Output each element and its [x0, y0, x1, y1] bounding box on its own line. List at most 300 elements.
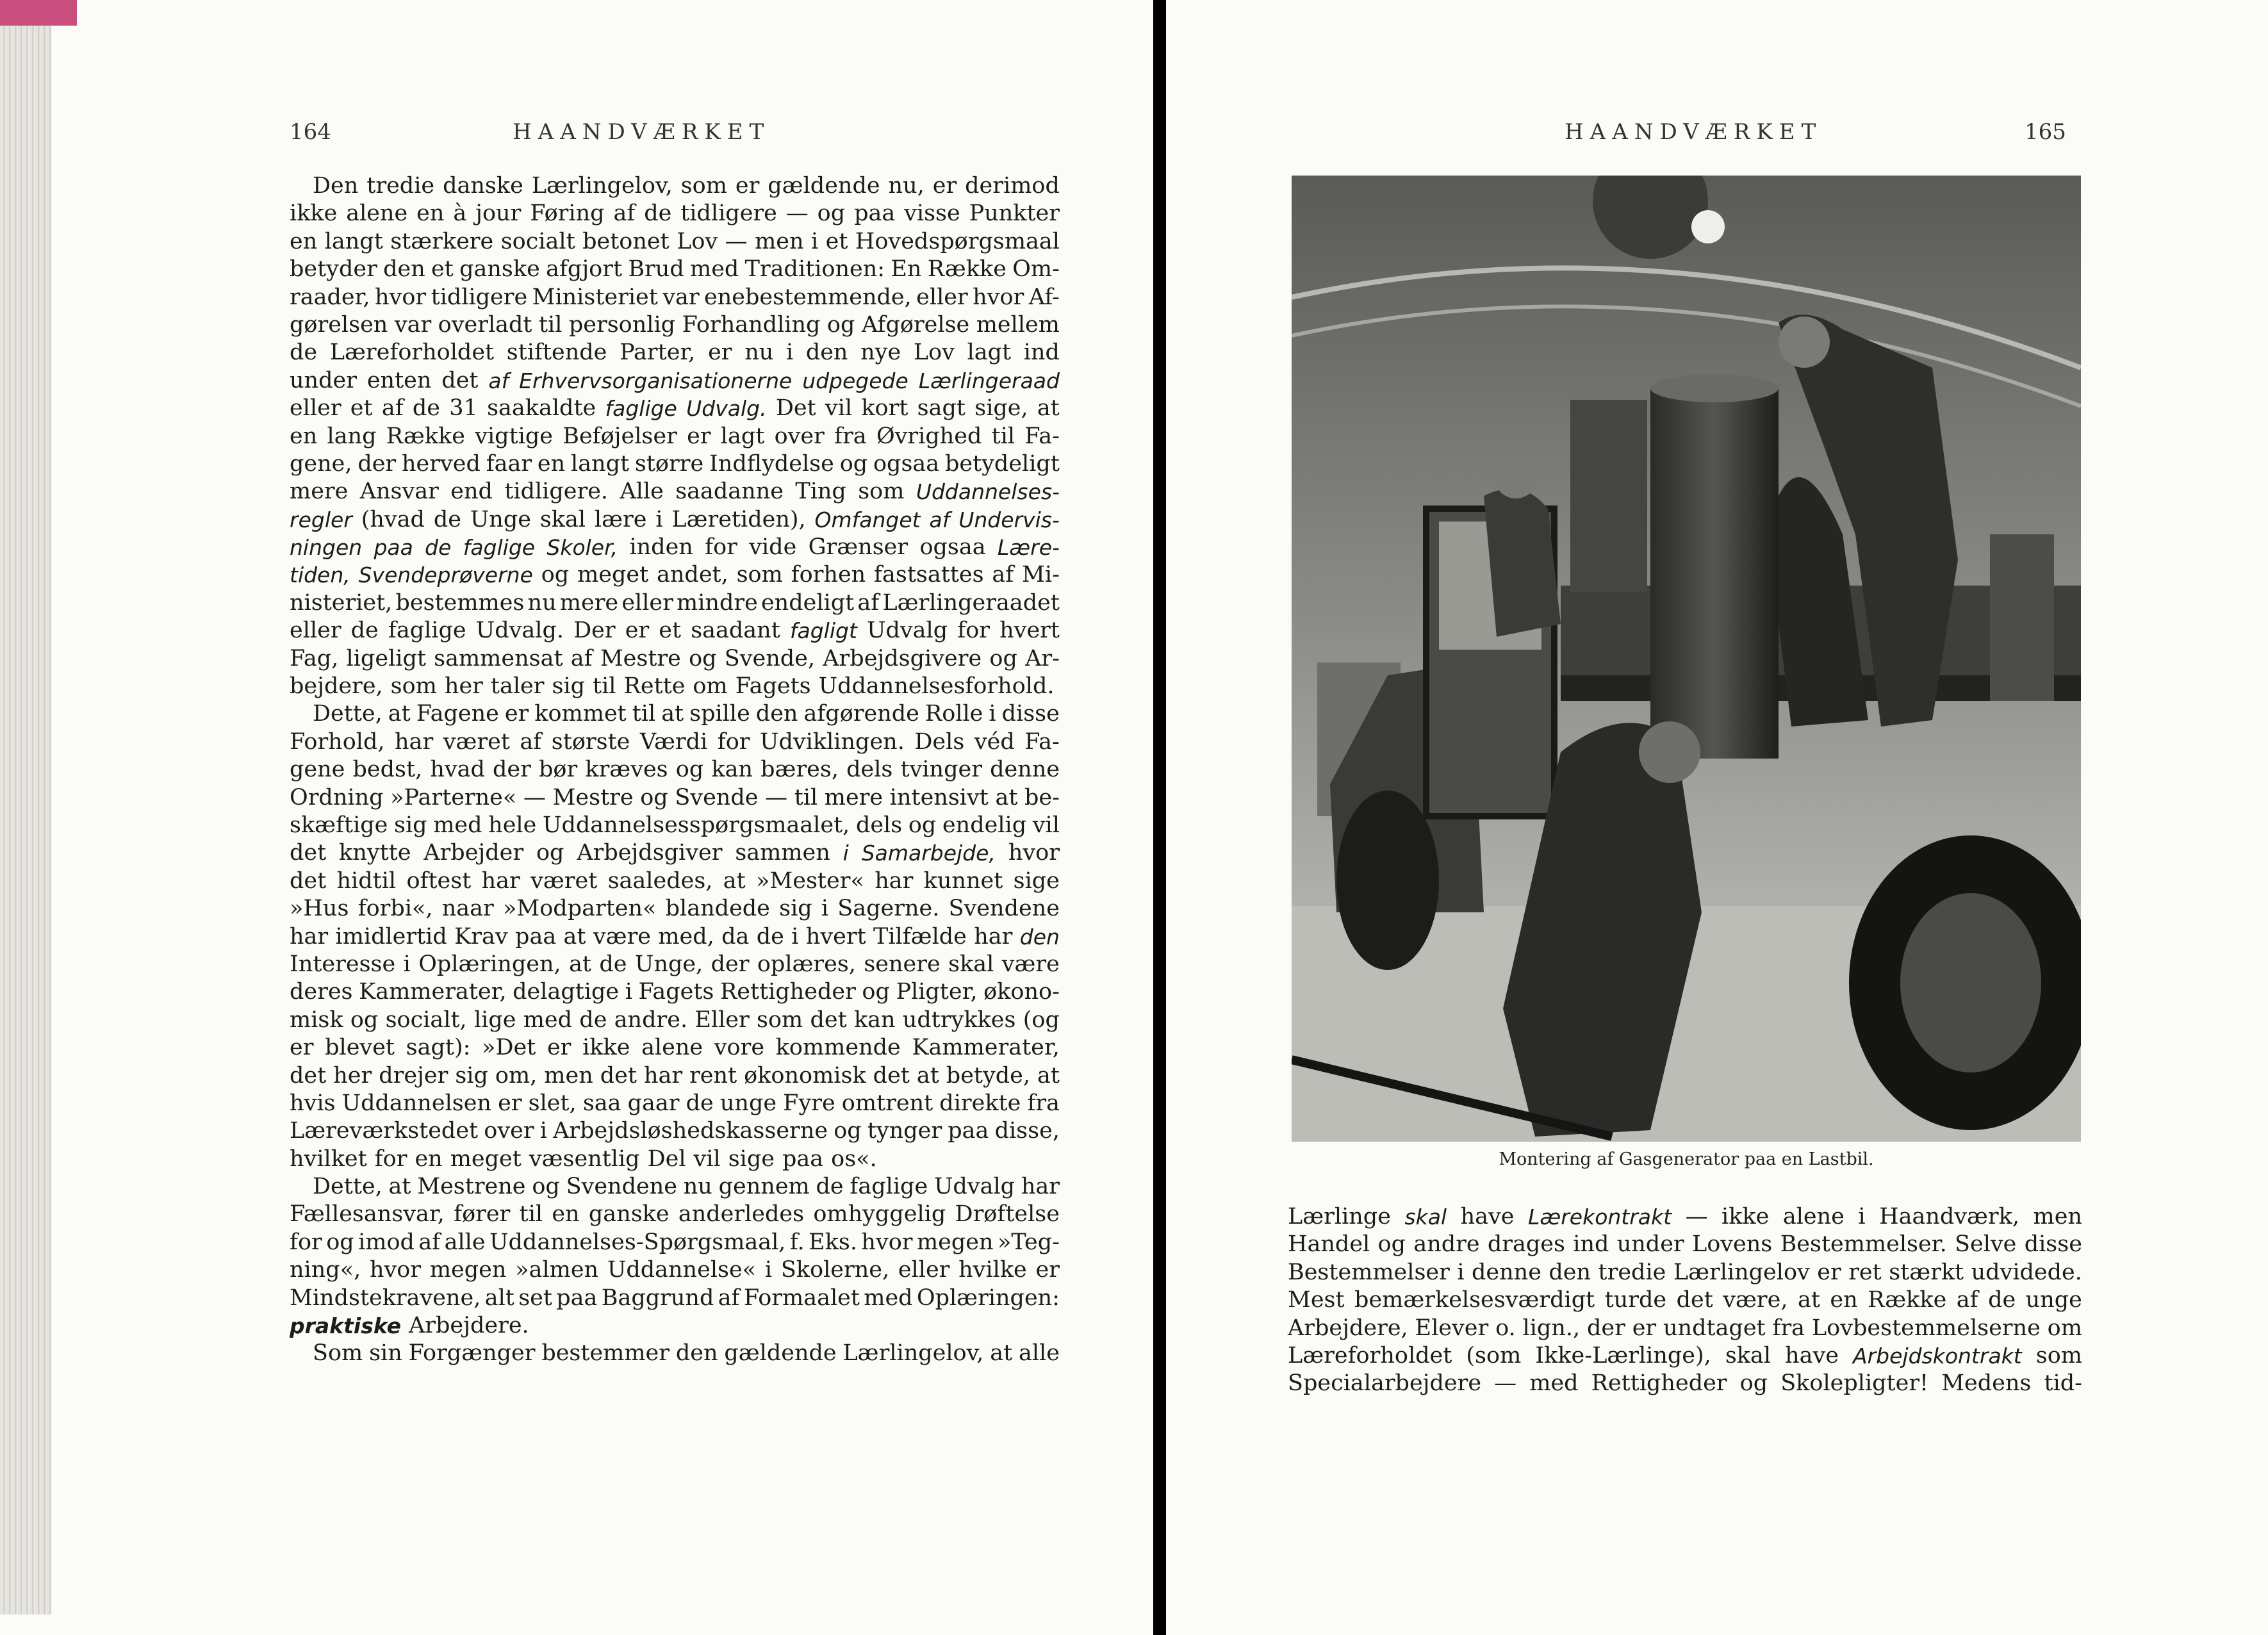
word: lang	[327, 423, 377, 449]
word: Drøftelse	[955, 1201, 1060, 1228]
word: af	[857, 589, 880, 616]
text-line	[290, 1312, 1060, 1340]
word: lagt	[967, 340, 1012, 366]
word: faglige	[605, 396, 677, 422]
word: drages	[1487, 1231, 1565, 1258]
word: slet,	[528, 1090, 577, 1116]
word: det	[290, 867, 327, 894]
word: mellem	[976, 311, 1060, 338]
word: oplæres,	[757, 951, 856, 977]
word: være,	[1723, 1287, 1788, 1313]
word: Unge,	[634, 951, 703, 977]
word: af	[613, 201, 636, 227]
word: Oplæringen:	[916, 1285, 1060, 1311]
word: gaar	[627, 1090, 680, 1116]
word: stærkere	[390, 228, 494, 254]
word: Undervis-	[958, 507, 1060, 532]
word: Forhold,	[290, 728, 385, 755]
word: med	[1529, 1370, 1579, 1397]
word: Mi-	[1022, 562, 1060, 588]
word: personlig	[568, 311, 676, 338]
word: herved	[401, 450, 481, 477]
word: at	[388, 701, 411, 727]
word: Det	[775, 395, 816, 422]
word: paa	[515, 923, 557, 949]
word: Traditionen:	[744, 256, 885, 283]
word: à	[453, 201, 467, 227]
word: som	[680, 173, 727, 199]
word: som	[858, 479, 905, 505]
word: ligeligt	[346, 645, 426, 671]
word: det	[810, 1006, 847, 1033]
word: Svende	[675, 784, 759, 810]
word: tid-	[2044, 1370, 2082, 1397]
word: for	[374, 1146, 407, 1172]
word: og	[532, 1174, 560, 1200]
word: en	[552, 1201, 580, 1228]
word: at	[563, 923, 586, 949]
word: En	[891, 256, 922, 283]
word: Rette	[623, 673, 686, 700]
word: de	[756, 923, 784, 949]
word: knytte	[339, 840, 411, 866]
word: Lærlingelov	[1673, 1259, 1810, 1285]
text-line	[290, 589, 1060, 617]
word: en	[415, 1146, 443, 1172]
word: »Hus	[290, 896, 349, 922]
word: hvert	[999, 618, 1060, 644]
word: i	[655, 506, 663, 532]
word: Lærekontrakt	[1527, 1204, 1672, 1229]
text-line	[290, 673, 1060, 700]
word: Arbejdskontrakt	[1853, 1343, 2022, 1368]
word: »Parterne«	[390, 784, 517, 810]
page-edges	[0, 26, 51, 1614]
word: Læretiden),	[671, 506, 806, 532]
word: udtrykkes	[902, 1006, 1016, 1033]
word: set	[518, 1285, 552, 1311]
word: hidtil	[336, 867, 397, 894]
text-line	[290, 284, 1060, 311]
word: Mestrene	[417, 1174, 526, 1200]
word: Ting	[795, 479, 846, 505]
word: af	[929, 507, 950, 532]
word: Værdi	[639, 728, 708, 755]
word: sin	[369, 1340, 402, 1367]
word: tredie	[1598, 1259, 1666, 1285]
word: at	[1037, 1062, 1060, 1089]
word: »Modparten«	[502, 896, 657, 922]
word: og	[326, 1229, 354, 1255]
word: ikke	[290, 201, 338, 227]
word: Uddannelses-	[916, 479, 1060, 505]
word: saa	[582, 1090, 621, 1116]
word: Arbejder	[423, 840, 524, 866]
word: meget	[577, 562, 649, 588]
word: de	[816, 1174, 844, 1200]
word: forbi«,	[357, 896, 433, 922]
word: direkte	[939, 1090, 1021, 1116]
word: lære	[594, 506, 647, 532]
word: betyder	[290, 256, 377, 283]
word: sagt	[917, 395, 966, 422]
word: socialt,	[385, 1006, 467, 1033]
word: en	[416, 201, 445, 227]
word: har	[1021, 1174, 1060, 1200]
word: blevet	[325, 1035, 395, 1061]
word: til	[593, 673, 616, 700]
text-line	[1288, 1342, 2082, 1370]
word: har	[974, 923, 1013, 949]
word: Del	[647, 1146, 686, 1172]
word: faar	[486, 450, 532, 477]
word: megen	[916, 1229, 994, 1255]
word: kan	[853, 1006, 896, 1033]
word: —	[1494, 1370, 1517, 1397]
word: for	[717, 728, 750, 755]
word: saakaldte	[487, 395, 596, 422]
text-line	[290, 311, 1060, 339]
word: »Teg-	[997, 1229, 1060, 1255]
word: Forgænger	[408, 1340, 536, 1367]
word: og	[541, 562, 570, 588]
word: den	[1019, 924, 1060, 949]
word: Alle	[620, 479, 664, 505]
word: »almen	[515, 1257, 599, 1283]
word: Interesse	[290, 951, 396, 977]
word: imod	[358, 1229, 415, 1255]
word: udvidede.	[1971, 1259, 2082, 1285]
word: i	[785, 340, 794, 366]
word: naar	[441, 896, 494, 922]
word: her	[444, 673, 483, 700]
word: Bestemmelser	[1288, 1259, 1450, 1285]
word: Som	[313, 1340, 363, 1367]
word: ogsaa	[873, 450, 940, 477]
text-line	[290, 1117, 1060, 1145]
word: Fællesansvar,	[290, 1201, 445, 1228]
word: Specialarbejdere	[1288, 1370, 1482, 1397]
word: fagligt	[789, 618, 857, 644]
book-edge-mark	[0, 0, 77, 26]
word: er	[735, 173, 760, 199]
word: de	[412, 395, 441, 422]
word: har	[643, 1062, 683, 1089]
word: i	[403, 951, 411, 977]
word: saaledes,	[607, 867, 713, 894]
word: hvilke	[958, 1257, 1027, 1283]
word: paa	[948, 1118, 989, 1144]
word: fastsattes	[874, 562, 984, 588]
word: og	[908, 812, 937, 838]
text-line	[290, 784, 1060, 812]
text-line	[290, 1062, 1060, 1090]
word: bør	[539, 757, 578, 783]
word: over	[484, 1118, 534, 1144]
word: vigtige	[475, 423, 553, 449]
word: alt	[484, 1285, 514, 1311]
word: Fa-	[1024, 728, 1060, 755]
word: økonomisk	[744, 1062, 866, 1089]
word: Lærlingeraad	[918, 368, 1060, 393]
word: Føring	[530, 201, 605, 227]
word: for	[957, 618, 990, 644]
word: raader,	[290, 284, 370, 310]
word: vil	[1032, 812, 1060, 838]
word: om	[2047, 1315, 2082, 1341]
word: de	[433, 506, 461, 532]
word: have	[1460, 1204, 1515, 1229]
word: hvilket	[290, 1146, 367, 1172]
word: mere	[559, 589, 619, 616]
word: Handel	[1288, 1231, 1370, 1258]
word: det	[1676, 1287, 1713, 1313]
word: har	[395, 728, 434, 755]
word: omtrent	[841, 1090, 933, 1116]
word: end	[450, 479, 493, 505]
text-line	[290, 561, 1060, 589]
word: og	[834, 1118, 862, 1144]
word: vil	[825, 395, 853, 422]
word: af	[488, 368, 509, 393]
word: Fyre	[783, 1090, 835, 1116]
word: af	[992, 562, 1014, 588]
word: som	[390, 673, 437, 700]
text-line	[290, 200, 1060, 227]
word: der	[711, 951, 750, 977]
word: af	[1956, 1287, 1978, 1313]
word: Fagene	[416, 701, 499, 727]
word: ikke	[582, 1035, 630, 1061]
word: gene	[290, 757, 345, 783]
word: den	[383, 256, 425, 283]
text-line	[290, 1229, 1060, 1256]
word: alene	[1782, 1204, 1845, 1229]
word: i	[625, 979, 632, 1005]
word: hvor	[1008, 840, 1060, 866]
text-line	[290, 256, 1060, 283]
text-line	[290, 1285, 1060, 1312]
word: det	[290, 840, 327, 866]
word: anderledes	[678, 1201, 805, 1228]
text-line	[290, 1146, 1060, 1173]
word: fra	[1772, 1315, 1805, 1341]
word: langt	[324, 228, 383, 254]
word: delagtige	[513, 979, 620, 1005]
word: Hovedspørgsmaal	[855, 228, 1060, 254]
word: den	[805, 340, 848, 366]
word: undtaget	[1663, 1315, 1766, 1341]
word: er	[504, 701, 529, 727]
word: alene	[641, 1035, 703, 1061]
word: alle	[1018, 1340, 1060, 1367]
word: hvad	[430, 757, 485, 783]
text-line	[290, 1340, 1060, 1367]
word: dels	[846, 757, 893, 783]
word: at	[995, 784, 1018, 810]
word: en	[1830, 1287, 1858, 1313]
text-line	[290, 867, 1060, 895]
word: o.	[1495, 1315, 1516, 1341]
word: unge	[2025, 1287, 2082, 1313]
word: Dette,	[313, 701, 382, 727]
text-line	[290, 478, 1060, 505]
word: for	[290, 1229, 322, 1255]
word: intensivt	[889, 784, 989, 810]
word: faglige	[850, 1174, 928, 1200]
word: i	[1457, 1259, 1465, 1285]
word: lagt	[720, 423, 765, 449]
word: i	[842, 841, 849, 866]
word: Selve	[1955, 1231, 2017, 1258]
word: Svendeprøverne	[358, 563, 533, 588]
text-line	[290, 1201, 1060, 1228]
word: til	[794, 784, 818, 810]
word: og	[640, 784, 668, 810]
word: Krav	[454, 923, 508, 949]
word: drejer	[379, 1062, 448, 1089]
right-page	[1166, 0, 2268, 1635]
word: der	[1586, 1315, 1625, 1341]
word: Baggrund	[601, 1285, 714, 1311]
word: Række	[1868, 1287, 1947, 1313]
word: har	[290, 923, 329, 949]
word: mere	[824, 784, 883, 810]
word: Skolerne,	[780, 1257, 890, 1283]
word: bedst,	[352, 757, 423, 783]
word: rent	[689, 1062, 737, 1089]
word: hvis	[290, 1090, 336, 1116]
word: til	[538, 311, 563, 338]
word: eller	[621, 589, 673, 616]
word: er	[625, 618, 650, 644]
word: gældende	[768, 173, 880, 199]
word: skal	[539, 506, 586, 532]
word: Omfanget	[814, 507, 921, 532]
text-line	[290, 839, 1060, 867]
text-line	[290, 700, 1060, 728]
word: disse,	[994, 1118, 1060, 1144]
word: de	[599, 951, 627, 977]
word: Lov	[677, 228, 718, 254]
word: tynger	[867, 1118, 942, 1144]
word: imidlertid	[335, 923, 447, 949]
word: af	[570, 645, 593, 671]
word: ganske	[588, 1201, 670, 1228]
word: bestemmes	[395, 589, 525, 616]
word: til	[991, 423, 1015, 449]
word: at	[569, 951, 591, 977]
word: Skoler,	[546, 535, 618, 561]
word: Indflydelse	[709, 450, 834, 477]
word: og	[817, 201, 846, 227]
word: Ordning	[290, 784, 384, 810]
word: som	[757, 1006, 803, 1033]
word: saadant	[691, 618, 780, 644]
word: Oplæringen,	[418, 951, 561, 977]
word: be-	[1024, 784, 1060, 810]
word: der	[493, 757, 531, 783]
word: sig	[394, 812, 427, 838]
word: det	[290, 1062, 327, 1089]
word: fra	[834, 423, 867, 449]
word: og	[675, 757, 704, 783]
text-line	[1288, 1259, 2082, 1286]
word: paa	[854, 201, 896, 227]
word: 31	[449, 395, 478, 422]
word: Lærlinge	[1288, 1204, 1391, 1229]
word: at	[916, 1062, 939, 1089]
word: med	[690, 256, 739, 283]
word: Række	[386, 423, 465, 449]
word: disse	[2024, 1231, 2082, 1258]
word: Tilfælde	[873, 923, 967, 949]
word: f.	[789, 1229, 805, 1255]
word: vide	[749, 534, 797, 561]
word: som	[736, 562, 783, 588]
word: Arbejdere,	[1288, 1315, 1408, 1341]
word: Fag,	[290, 645, 339, 671]
text-line	[290, 367, 1060, 395]
word: der	[357, 450, 397, 477]
text-line	[1288, 1286, 2082, 1314]
word: danske	[443, 173, 523, 199]
word: den	[755, 701, 798, 727]
word: Haandværk,	[1879, 1204, 2020, 1229]
word: Lærlingelov,	[842, 1340, 984, 1367]
text-line	[1288, 1370, 2082, 1397]
word: nu	[744, 340, 774, 366]
word: spille	[689, 701, 750, 727]
word: praktiske	[290, 1313, 401, 1339]
word: ningen	[290, 535, 363, 561]
word: har	[875, 867, 914, 894]
word: kan	[711, 757, 753, 783]
word: Udvalg	[933, 1174, 1015, 1200]
word: fører	[454, 1201, 511, 1228]
word: Arbejdsløshedskasserne	[553, 1118, 828, 1144]
word: tredie	[366, 173, 435, 199]
word: være	[1001, 951, 1060, 977]
word: faglige	[463, 535, 536, 561]
word: og	[1377, 1231, 1406, 1258]
word: Uddannelsen	[341, 1090, 491, 1116]
word: være	[593, 923, 651, 949]
word: ind	[1023, 340, 1060, 366]
text-line	[290, 728, 1060, 756]
word: tidligere	[680, 201, 777, 227]
word: de	[1988, 1287, 2016, 1313]
word: er	[708, 340, 732, 366]
word: Rettigheder	[1591, 1370, 1727, 1397]
word: under	[290, 367, 357, 393]
word: —	[1685, 1204, 1708, 1229]
word: Unge	[470, 506, 531, 532]
text-line	[290, 812, 1060, 839]
word: endelig	[942, 812, 1027, 838]
word: den	[1549, 1259, 1591, 1285]
word: megen	[429, 1257, 507, 1283]
word: i	[810, 228, 819, 254]
word: os«.	[831, 1146, 877, 1172]
word: og	[826, 311, 855, 338]
word: ret	[1848, 1259, 1882, 1285]
word: største	[551, 728, 630, 755]
word: og	[689, 645, 717, 671]
word: Fa-	[1024, 423, 1060, 449]
word: Læreforholdet	[329, 340, 495, 366]
word: disse	[1001, 701, 1060, 727]
